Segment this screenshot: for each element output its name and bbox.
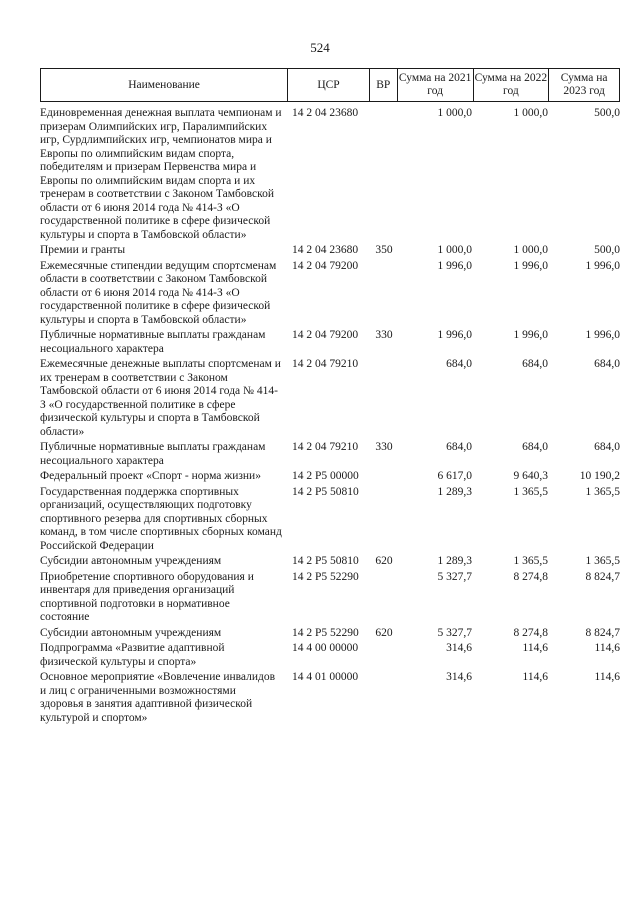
row-sum-2023: 8 824,7 [585, 626, 620, 639]
row-sum-2021: 5 327,7 [437, 570, 472, 583]
table-row [40, 107, 620, 242]
row-sum-2021: 684,0 [446, 358, 472, 370]
row-sum-2021: 684,0 [446, 441, 472, 453]
row-sum-2023: 10 190,2 [579, 470, 620, 482]
row-vr [370, 671, 398, 725]
row-sum-2022: 1 365,5 [513, 485, 548, 498]
row-csr: 14 2 04 79200 [292, 259, 359, 272]
row-sum-2021: 314,6 [446, 671, 472, 683]
row-vr [370, 470, 398, 484]
row-sum-2023: 500,0 [594, 244, 620, 256]
row-csr: 14 2 04 79210 [292, 441, 359, 453]
row-sum-2022: 114,6 [522, 671, 548, 683]
row-vr [370, 642, 398, 669]
table-row [40, 555, 620, 569]
table-row [40, 486, 620, 554]
row-sum-2023: 684,0 [594, 441, 620, 453]
table-row [40, 627, 620, 641]
table-row [40, 260, 620, 328]
header-name: Наименование [41, 69, 288, 101]
row-name: Государственная поддержка спортивных организаций, осуществляющих подготовку спортивного резерва для спортивных сборных команд, в том числе спортивных сборных команд Российской Федерации [40, 485, 282, 552]
row-vr: 330 [375, 441, 393, 453]
row-sum-2022: 8 274,8 [513, 570, 548, 583]
row-sum-2022: 1 996,0 [513, 329, 548, 341]
row-sum-2021: 5 327,7 [437, 626, 472, 639]
row-sum-2021: 1 996,0 [437, 329, 472, 341]
table-body [40, 107, 620, 727]
row-sum-2023: 1 365,5 [585, 485, 620, 498]
row-name: Ежемесячные денежные выплаты спортсменам и их тренерам в соответствии с Законом Тамбовской области от 6 июня 2014 года № 414-З «О государственной политике в сфере физической культуры и спорта в Тамбовской области» [40, 358, 281, 438]
row-vr [370, 571, 398, 625]
row-sum-2022: 684,0 [522, 358, 548, 370]
row-sum-2023: 114,6 [594, 642, 620, 654]
row-sum-2023: 684,0 [594, 358, 620, 370]
row-vr [370, 107, 398, 242]
row-sum-2023: 500,0 [594, 107, 620, 119]
row-name: Субсидии автономным учреждениям [40, 626, 222, 639]
row-sum-2022: 684,0 [522, 441, 548, 453]
row-csr: 14 2 04 23680 [292, 107, 359, 119]
row-csr: 14 2 04 79210 [292, 358, 359, 370]
row-sum-2022: 1 365,5 [513, 555, 548, 567]
row-sum-2022: 1 996,0 [513, 259, 548, 272]
row-sum-2022: 1 000,0 [513, 107, 548, 119]
row-vr: 620 [375, 555, 393, 567]
row-sum-2021: 314,6 [446, 642, 472, 654]
row-sum-2021: 1 289,3 [437, 555, 472, 567]
table-row [40, 244, 620, 258]
row-name: Публичные нормативные выплаты гражданам несоциального характера [40, 441, 266, 467]
row-sum-2021: 1 289,3 [437, 485, 472, 498]
row-sum-2021: 1 000,0 [437, 107, 472, 119]
row-name: Приобретение спортивного оборудования и инвентаря для приведения организаций спортивной подготовки в нормативное состояние [40, 570, 254, 623]
row-sum-2023: 114,6 [594, 671, 620, 683]
header-csr: ЦСР [288, 69, 370, 101]
row-csr: 14 2 P5 50810 [292, 485, 359, 498]
header-sum-2021: Сумма на 2021 год [398, 69, 474, 101]
row-csr: 14 2 P5 50810 [292, 555, 359, 567]
row-vr: 350 [375, 244, 393, 256]
table-row [40, 571, 620, 625]
row-sum-2022: 114,6 [522, 642, 548, 654]
table-row [40, 329, 620, 356]
row-name: Основное мероприятие «Вовлечение инвалидов и лиц с ограниченными возможностями здоровья в занятия адаптивной физической культурой и спортом» [40, 671, 276, 724]
row-sum-2021: 1 996,0 [437, 259, 472, 272]
table-row [40, 358, 620, 439]
row-name: Публичные нормативные выплаты гражданам несоциального характера [40, 329, 266, 355]
row-sum-2021: 1 000,0 [437, 244, 472, 256]
row-sum-2021: 6 617,0 [437, 470, 472, 482]
row-vr: 620 [375, 626, 393, 639]
row-csr: 14 2 04 23680 [292, 244, 359, 256]
row-vr [370, 486, 398, 554]
row-name: Ежемесячные стипендии ведущим спортсменам области в соответствии с Законом Тамбовской области от 6 июня 2014 года № 414-З «О государственной политике в сфере физической культуры и спорта в Тамбовской области» [40, 259, 277, 326]
row-csr: 14 2 04 79200 [292, 329, 359, 341]
row-sum-2022: 8 274,8 [513, 626, 548, 639]
row-sum-2022: 9 640,3 [513, 470, 548, 482]
table-row [40, 470, 620, 484]
row-sum-2022: 1 000,0 [513, 244, 548, 256]
table-row [40, 441, 620, 468]
row-csr: 14 2 P5 00000 [292, 470, 359, 482]
row-sum-2023: 1 996,0 [585, 329, 620, 341]
row-csr: 14 4 00 00000 [292, 642, 359, 654]
row-name: Субсидии автономным учреждениям [40, 555, 222, 567]
row-name: Федеральный проект «Спорт - норма жизни» [40, 470, 261, 482]
header-sum-2023: Сумма на 2023 год [560, 72, 608, 97]
row-csr: 14 2 P5 52290 [292, 626, 359, 639]
row-vr: 330 [375, 329, 393, 341]
page-number: 524 [310, 40, 330, 55]
row-csr: 14 4 01 00000 [292, 671, 359, 683]
table-header [40, 68, 620, 102]
row-vr [370, 260, 398, 328]
row-sum-2023: 1 365,5 [585, 555, 620, 567]
row-name: Единовременная денежная выплата чемпионам и призерам Олимпийских игр, Паралимпийских игр, Сурдлимпийских игр, чемпионатов мира и Европы по олимпийским видам спорта, победителям и призерам Первенства мира и Европы по олимпийским видам спорта и их тренерам в соответствии с Законом Тамбовской области от 6 июня 2014 года № 414-З «О государственной политике в сфере физической культуры и спорта в Тамбовской области» [40, 107, 282, 241]
row-name: Подпрограмма «Развитие адаптивной физической культуры и спорта» [40, 642, 225, 668]
row-sum-2023: 1 996,0 [585, 259, 620, 272]
row-name: Премии и гранты [40, 244, 126, 256]
header-vr: ВР [370, 69, 398, 101]
table-row [40, 642, 620, 669]
header-sum-2022: Сумма на 2022 год [474, 69, 550, 101]
row-csr: 14 2 P5 52290 [292, 570, 359, 583]
table-row [40, 671, 620, 725]
row-vr [370, 358, 398, 439]
row-sum-2023: 8 824,7 [585, 570, 620, 583]
